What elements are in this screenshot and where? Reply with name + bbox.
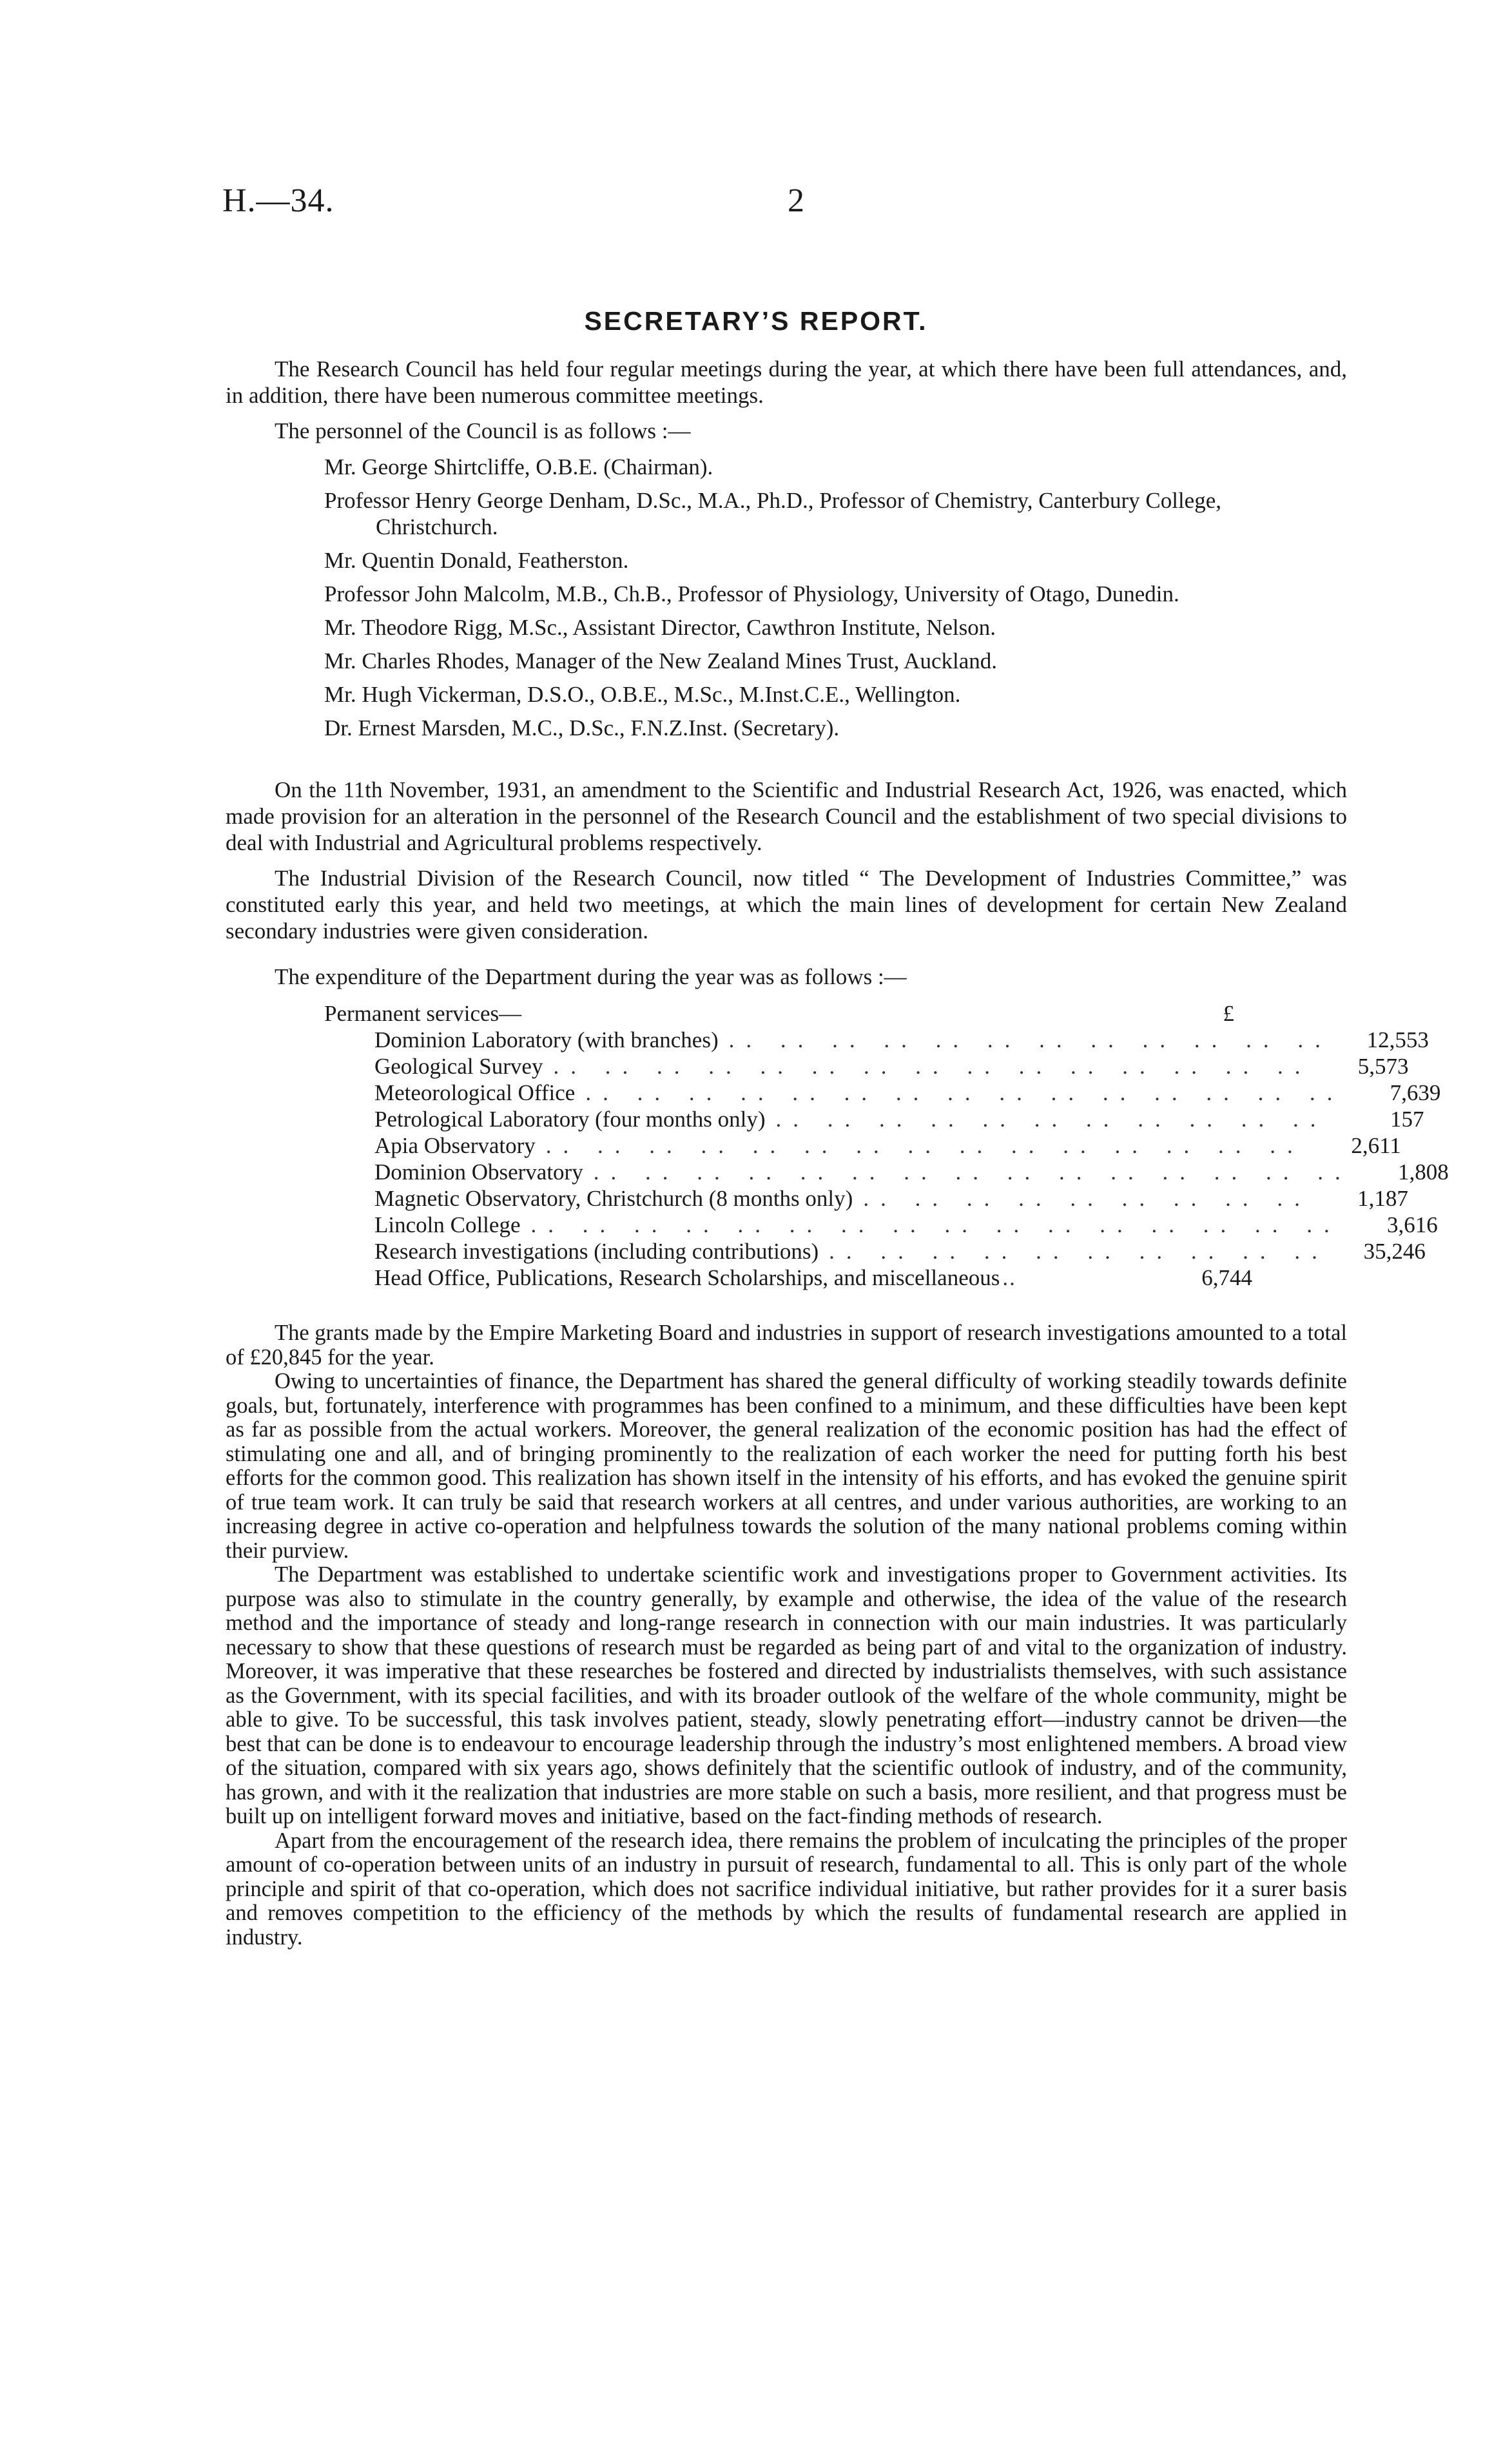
expenditure-label: Meteorological Office	[374, 1080, 576, 1105]
personnel-item: Mr. George Shirtcliffe, O.B.E. (Chairman).	[324, 454, 713, 480]
expenditure-row: Head Office, Publications, Research Scholarships, and miscellaneous .. 6,744	[374, 1265, 1252, 1290]
expenditure-header	[324, 1000, 1252, 1027]
page-reference: H.—34.	[222, 182, 334, 219]
personnel-list	[324, 454, 1349, 748]
expenditure-value: 1,187	[1357, 1186, 1408, 1211]
expenditure-label: Apia Observatory	[374, 1133, 536, 1158]
personnel-item: Mr. Theodore Rigg, M.Sc., Assistant Director, Cawthron Institute, Nelson.	[324, 615, 996, 640]
finance-paragraph: Owing to uncertainties of finance, the Department has shared the general difficulty of working steadily towards definite goals, but, fortunately, interference with programmes has been confined to a minimum, and these difficulties have been kept as far as possible from the actual workers. Moreover, the general realization of the economic position has had the effect of stimulating one and all, and of bringing prominently to the realization of each worker the need for putting forth his best efforts for the common good. This realization has shown itself in the intensity of his efforts, and has evoked the genuine spirit of true team work. It can truly be said that research workers at all centres, and under various authorities, are working to an increasing degree in active co-operation and helpfulness towards the solution of the many national problems coming within their purview.	[226, 1369, 1347, 1563]
currency-symbol: £	[1223, 1001, 1234, 1026]
expenditure-value: 3,616	[1386, 1212, 1438, 1237]
expenditure-value: 157	[1390, 1107, 1424, 1132]
personnel-item: Professor John Malcolm, M.B., Ch.B., Professor of Physiology, University of Otago, Dunedin.	[324, 581, 1179, 606]
expenditure-value: 12,553	[1366, 1027, 1429, 1052]
expenditure-row: Lincoln College .. .. .. .. .. .. .. .. .. .. .. .. .. .. .. .. 3,616	[374, 1212, 1438, 1237]
page-number: 2	[788, 182, 804, 219]
expenditure-value: 5,573	[1357, 1054, 1409, 1079]
expenditure-label: Petrological Laboratory (four months only)	[374, 1107, 766, 1132]
expenditure-row: Magnetic Observatory, Christchurch (8 months only) .. .. .. .. .. .. .. .. .. 1,187	[374, 1186, 1408, 1211]
expenditure-value: 7,639	[1390, 1080, 1441, 1105]
personnel-item: Mr. Hugh Vickerman, D.S.O., O.B.E., M.Sc., M.Inst.C.E., Wellington.	[324, 682, 961, 707]
expenditure-value: 35,246	[1363, 1239, 1426, 1264]
expenditure-intro-section	[226, 964, 1347, 990]
industrial-division-paragraph: The Industrial Division of the Research Council, now titled “ The Development of Industries Committee,” was constituted early this year, and held two meetings, at which the main lines of development for certain New Zealand secondary industries were given consideration.	[226, 866, 1347, 944]
expenditure-row: Research investigations (including contributions) .. .. .. .. .. .. .. .. .. .. 35,246	[374, 1239, 1426, 1264]
personnel-item: Dr. Ernest Marsden, M.C., D.Sc., F.N.Z.Inst. (Secretary).	[324, 715, 840, 741]
cooperation-paragraph: Apart from the encouragement of the research idea, there remains the problem of inculcating the principles of the proper amount of co-operation between units of an industry in pursuit of research, fundamental to all. This is only part of the whole principle and spirit of that co-operation, which does not sacrifice individual initiative, but rather provides for it a surer basis and removes competition to the efficiency of the methods by which the results of fundamental research are applied in industry.	[226, 1828, 1347, 1950]
expenditure-label: Dominion Observatory	[374, 1159, 583, 1185]
meetings-paragraph: The Research Council has held four regular meetings during the year, at which there have been full attendances, and, in addition, there have been numerous committee meetings.	[226, 356, 1347, 408]
expenditure-value: 2,611	[1351, 1133, 1401, 1158]
expenditure-heading: Permanent services—	[324, 1001, 522, 1026]
expenditure-table	[324, 1000, 1449, 1291]
personnel-intro: The personnel of the Council is as follows :—	[275, 418, 691, 443]
expenditure-row: Petrological Laboratory (four months only) .. .. .. .. .. .. .. .. .. .. .. 157	[374, 1107, 1424, 1132]
expenditure-row: Apia Observatory .. .. .. .. .. .. .. .. .. .. .. .. .. .. .. 2,611	[374, 1133, 1401, 1158]
personnel-item: Mr. Charles Rhodes, Manager of the New Zealand Mines Trust, Auckland.	[324, 648, 998, 673]
closing-section	[226, 1321, 1347, 1950]
department-purpose-paragraph: The Department was established to undertake scientific work and investigations proper to Government activities. Its purpose was also to stimulate in the country generally, by example and otherwise, the idea of the value of the research method and the importance of steady and long-range research in connection with our main industries. It was particularly necessary to show that these questions of research must be regarded as being part of and vital to the organization of industry. Moreover, it was imperative that these researches be fostered and directed by industrialists themselves, with such assistance as the Government, with its special facilities, and with its broader outlook of the welfare of the whole community, might be able to give. To be successful, this task involves patient, steady, slowly penetrating effort—industry cannot be driven—the best that can be done is to endeavour to encourage leadership through the industry’s most enlightened members. A broad view of the situation, compared with six years ago, shows definitely that the scientific outlook of industry, and of the community, has grown, and with it the realization that industries are more stable on such a basis, more resilient, and that progress must be built up on intelligent forward moves and initiative, based on the fact-finding methods of research.	[226, 1562, 1347, 1828]
amendment-section	[226, 777, 1347, 953]
expenditure-value: 6,744	[1201, 1265, 1252, 1290]
expenditure-row: Dominion Laboratory (with branches) .. .. .. .. .. .. .. .. .. .. .. .. 12,553	[374, 1027, 1429, 1052]
expenditure-label: Dominion Laboratory (with branches)	[374, 1027, 719, 1052]
expenditure-label: Geological Survey	[374, 1054, 543, 1079]
expenditure-label: Magnetic Observatory, Christchurch (8 months only)	[374, 1186, 853, 1211]
expenditure-row: Dominion Observatory .. .. .. .. .. .. .. .. .. .. .. .. .. .. .. 1,808	[374, 1159, 1449, 1185]
grants-paragraph: The grants made by the Empire Marketing Board and industries in support of research investigations amounted to a total of £20,845 for the year.	[226, 1321, 1347, 1370]
expenditure-row: Geological Survey .. .. .. .. .. .. .. .. .. .. .. .. .. .. .. 5,573	[374, 1054, 1409, 1079]
expenditure-label: Lincoln College	[374, 1212, 521, 1237]
report-title: SECRETARY’S REPORT.	[584, 306, 928, 336]
expenditure-label: Research investigations (including contributions)	[374, 1239, 819, 1264]
personnel-item: Professor Henry George Denham, D.Sc., M.A., Ph.D., Professor of Chemistry, Canterbury College, Christchurch.	[324, 488, 1222, 539]
expenditure-intro: The expenditure of the Department during the year was as follows :—	[275, 964, 907, 989]
amendment-paragraph: On the 11th November, 1931, an amendment to the Scientific and Industrial Research Act, 1926, was enacted, which made provision for an alteration in the personnel of the Research Council and the establishment of two special divisions to deal with Industrial and Agricultural problems respectively.	[226, 777, 1347, 855]
expenditure-label: Head Office, Publications, Research Scholarships, and miscellaneous	[374, 1265, 1000, 1290]
expenditure-row: Meteorological Office .. .. .. .. .. .. .. .. .. .. .. .. .. .. .. 7,639	[374, 1080, 1441, 1105]
intro-section	[226, 356, 1347, 453]
personnel-item: Mr. Quentin Donald, Featherston.	[324, 548, 629, 573]
expenditure-value: 1,808	[1397, 1159, 1449, 1185]
